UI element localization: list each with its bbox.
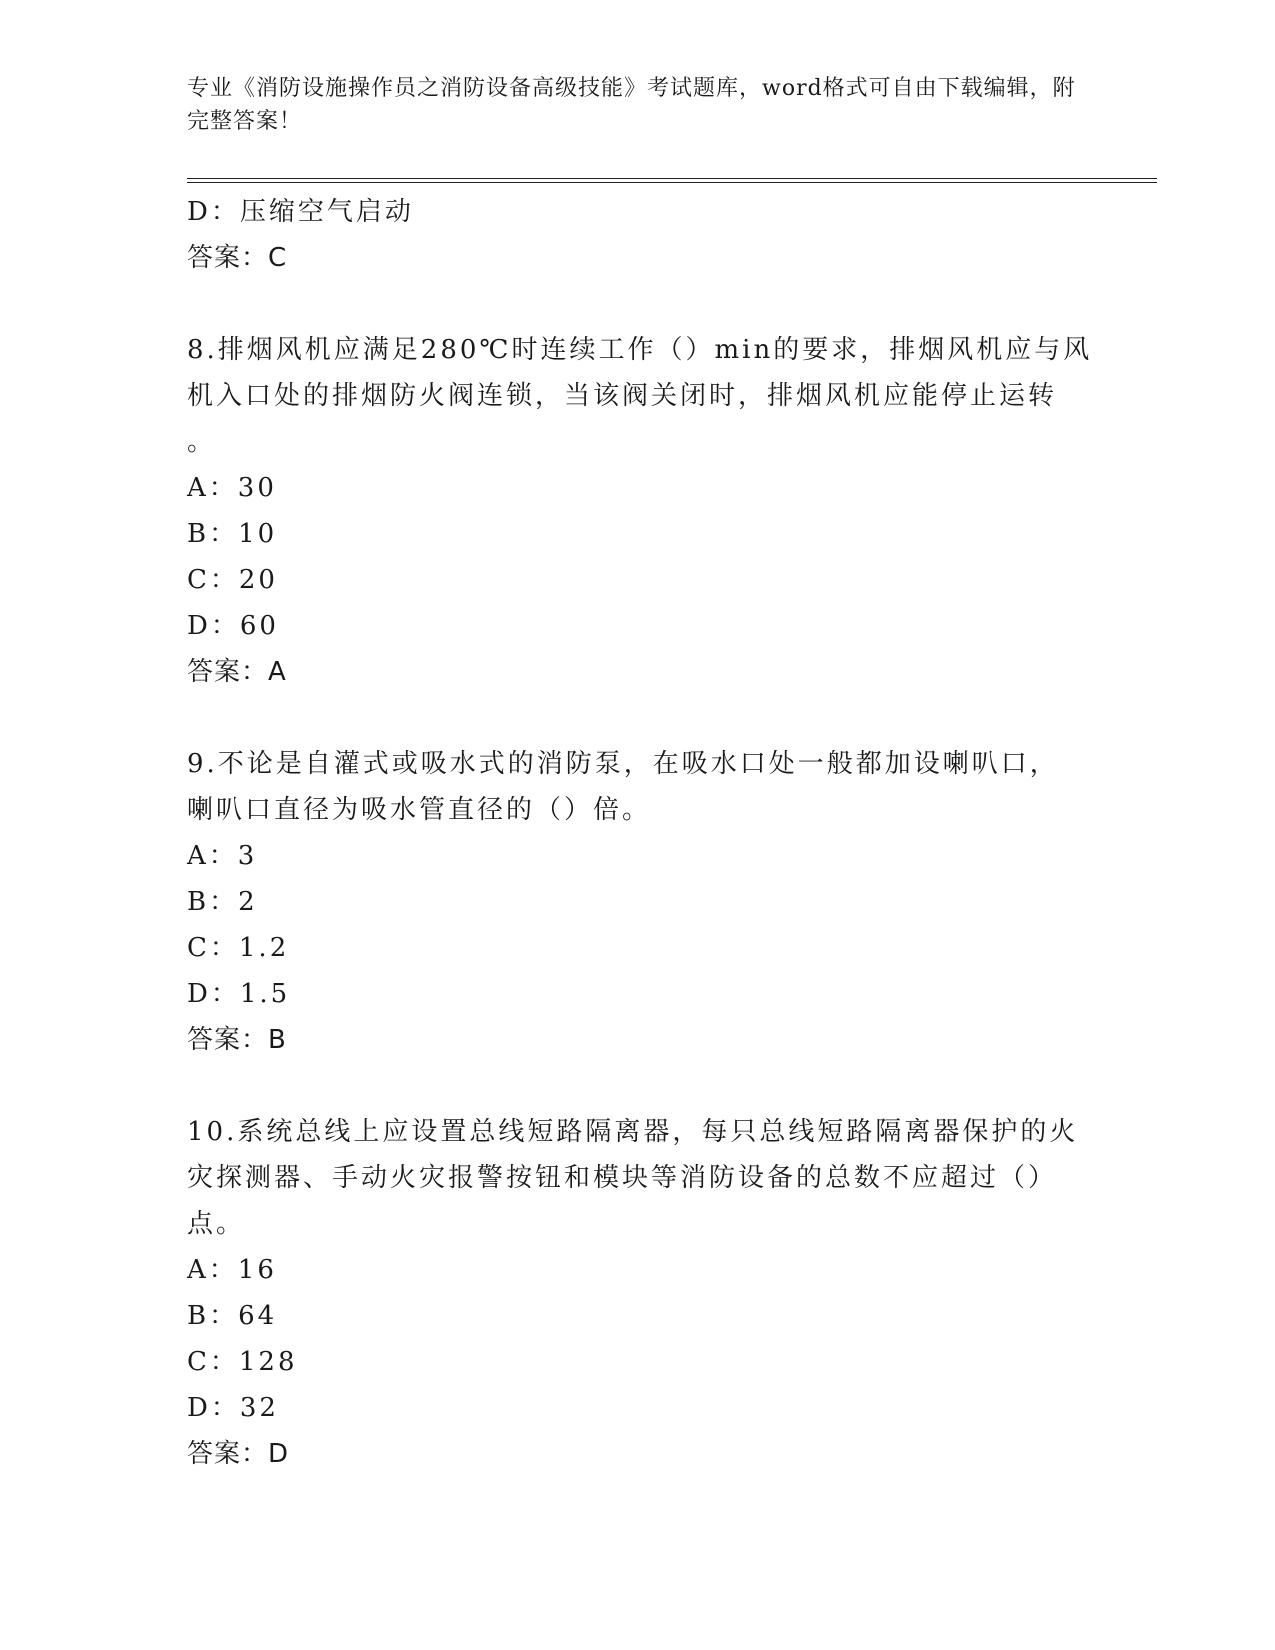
- option-c: C：1.2: [187, 933, 290, 963]
- document-page: [187, 0, 1157, 1650]
- option-a: A：16: [187, 1255, 277, 1285]
- question-9-line-1: 9.不论是自灌式或吸水式的消防泵，在吸水口处一般都加设喇叭口，: [187, 749, 1059, 779]
- option-d: D：1.5: [187, 979, 291, 1009]
- prev-option-d: D：压缩空气启动: [187, 197, 414, 227]
- question-10-line-1: 10.系统总线上应设置总线短路隔离器，每只总线短路隔离器保护的火: [187, 1117, 1079, 1147]
- option-a: A：30: [187, 473, 277, 503]
- option-d: D：32: [187, 1393, 279, 1423]
- page-header: 专业《消防设施操作员之消防设备高级技能》考试题库，word格式可自由下载编辑，附完整答案！: [187, 76, 1076, 134]
- option-a: A：3: [187, 841, 258, 871]
- prev-answer: 答案：C: [187, 243, 288, 273]
- question-10-line-2: 灾探测器、手动火灾报警按钮和模块等消防设备的总数不应超过（）: [187, 1163, 1058, 1193]
- question-8-line-1: 8.排烟风机应满足280℃时连续工作（）min的要求，排烟风机应与风: [187, 335, 1093, 365]
- question-10: [187, 1109, 1157, 1477]
- question-8-line-3: 。: [187, 427, 217, 457]
- answer: 答案：D: [187, 1439, 290, 1469]
- question-list: [187, 189, 1157, 1477]
- answer: 答案：A: [187, 657, 287, 687]
- question-8-line-2: 机入口处的排烟防火阀连锁，当该阀关闭时，排烟风机应能停止运转: [187, 381, 1058, 411]
- question-10-line-3: 点。: [187, 1209, 246, 1239]
- option-b: B：64: [187, 1301, 278, 1331]
- question-9: [187, 741, 1157, 1063]
- option-b: B：2: [187, 887, 258, 917]
- option-c: C：128: [187, 1347, 298, 1377]
- question-9-line-2: 喇叭口直径为吸水管直径的（）倍。: [187, 795, 652, 825]
- question-8: [187, 327, 1157, 695]
- header-divider: [187, 178, 1157, 183]
- option-c: C：20: [187, 565, 278, 595]
- option-d: D：60: [187, 611, 279, 641]
- answer: 答案：B: [187, 1025, 287, 1055]
- option-b: B：10: [187, 519, 278, 549]
